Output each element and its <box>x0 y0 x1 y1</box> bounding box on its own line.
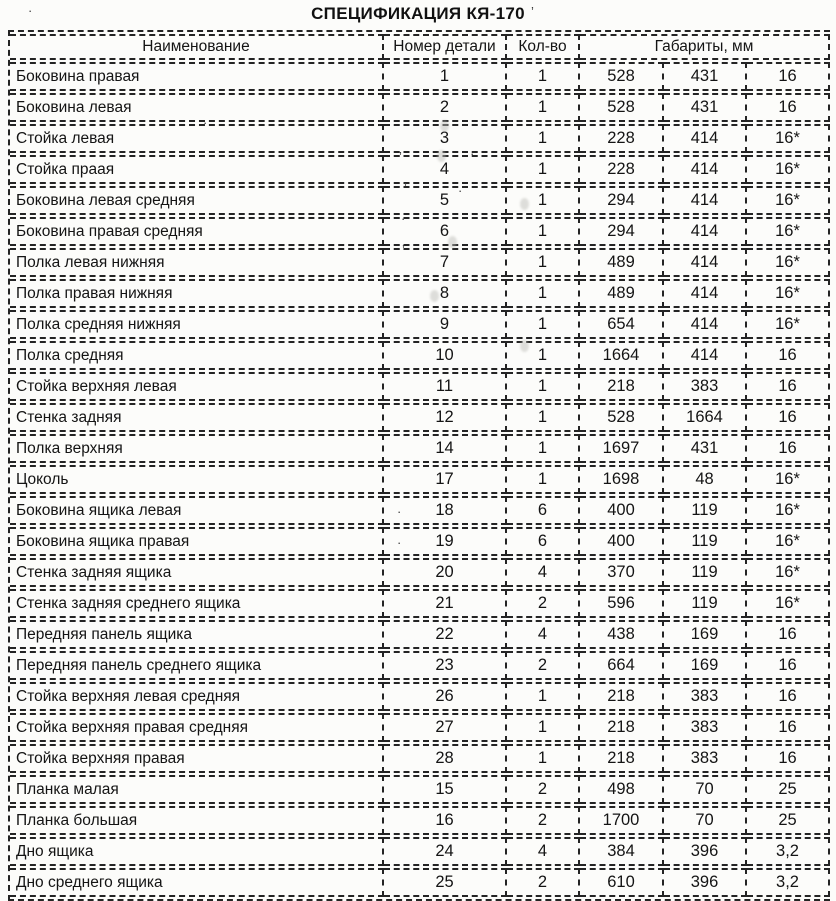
dimension-thickness-cell: 16 <box>747 403 830 432</box>
page-title: СПЕЦИФИКАЦИЯ КЯ-170 <box>311 4 525 23</box>
quantity-cell: 1 <box>507 217 580 246</box>
dimension-thickness-cell: 16* <box>747 310 830 339</box>
quantity-cell: 1 <box>507 279 580 308</box>
part-number-cell: 2 <box>384 93 507 122</box>
dimension-height-cell: 169 <box>664 620 747 649</box>
table-row <box>10 558 830 587</box>
part-name-cell: Дно ящика <box>10 837 384 866</box>
dimension-thickness-cell: 25 <box>747 775 830 804</box>
part-number-cell: 23 <box>384 651 507 680</box>
quantity-cell: 2 <box>507 806 580 835</box>
dimension-width-cell: 489 <box>580 279 664 308</box>
table-row <box>10 527 830 556</box>
scan-speck: ’ <box>404 180 407 195</box>
dimension-height-cell: 414 <box>664 124 747 153</box>
quantity-cell: 1 <box>507 124 580 153</box>
dimension-width-cell: 228 <box>580 124 664 153</box>
part-name-cell: Стойка верхняя левая <box>10 372 384 401</box>
dimension-width-cell: 528 <box>580 403 664 432</box>
quantity-cell: 2 <box>507 775 580 804</box>
dimension-width-cell: 400 <box>580 527 664 556</box>
quantity-cell: 1 <box>507 248 580 277</box>
table-row <box>10 62 830 91</box>
dimension-height-cell: 48 <box>664 465 747 494</box>
table-row <box>10 93 830 122</box>
dimension-height-cell: 414 <box>664 310 747 339</box>
dimension-thickness-cell: 16 <box>747 341 830 370</box>
scan-speck: · <box>397 504 402 519</box>
dimension-width-cell: 218 <box>580 372 664 401</box>
quantity-cell: 1 <box>507 310 580 339</box>
dimension-height-cell: 119 <box>664 527 747 556</box>
dimension-width-cell: 294 <box>580 186 664 215</box>
quantity-cell: 1 <box>507 713 580 742</box>
quantity-cell: 6 <box>507 496 580 525</box>
part-name-cell: Стойка верхняя правая <box>10 744 384 773</box>
dimension-height-cell: 169 <box>664 651 747 680</box>
dimension-height-cell: 70 <box>664 806 747 835</box>
part-name-cell: Боковина ящика правая <box>10 527 384 556</box>
part-name-cell: Стойка верхняя левая средняя <box>10 682 384 711</box>
dimension-height-cell: 414 <box>664 217 747 246</box>
part-number-cell: 12 <box>384 403 507 432</box>
dimension-height-cell: 70 <box>664 775 747 804</box>
quantity-cell: 1 <box>507 434 580 463</box>
column-header-dimensions: Габариты, мм <box>580 34 830 60</box>
dimension-thickness-cell: 16* <box>747 279 830 308</box>
part-name-cell: Стенка задняя <box>10 403 384 432</box>
part-name-cell: Стойка праая <box>10 155 384 184</box>
dimension-width-cell: 228 <box>580 155 664 184</box>
part-name-cell: Боковина ящика левая <box>10 496 384 525</box>
dimension-thickness-cell: 3,2 <box>747 837 830 866</box>
dimension-height-cell: 396 <box>664 837 747 866</box>
part-number-cell: 8 <box>384 279 507 308</box>
dimension-width-cell: 489 <box>580 248 664 277</box>
dimension-height-cell: 431 <box>664 62 747 91</box>
dimension-thickness-cell: 16* <box>747 589 830 618</box>
part-number-cell: 21 <box>384 589 507 618</box>
quantity-cell: 1 <box>507 186 580 215</box>
quantity-cell: 1 <box>507 155 580 184</box>
scan-speck: ’ <box>531 4 534 19</box>
part-number-cell: 3 <box>384 124 507 153</box>
table-row <box>10 341 830 370</box>
part-number-cell: 27 <box>384 713 507 742</box>
dimension-height-cell: 119 <box>664 558 747 587</box>
dimension-thickness-cell: 16* <box>747 496 830 525</box>
part-number-cell: 16 <box>384 806 507 835</box>
dimension-height-cell: 414 <box>664 341 747 370</box>
table-row <box>10 620 830 649</box>
quantity-cell: 1 <box>507 372 580 401</box>
dimension-width-cell: 384 <box>580 837 664 866</box>
part-name-cell: Планка большая <box>10 806 384 835</box>
scan-speck: ’ <box>399 149 402 164</box>
part-name-cell: Дно среднего ящика <box>10 868 384 897</box>
part-number-cell: 9 <box>384 310 507 339</box>
part-name-cell: Боковина правая <box>10 62 384 91</box>
quantity-cell: 2 <box>507 868 580 897</box>
table-row <box>10 372 830 401</box>
dimension-height-cell: 383 <box>664 713 747 742</box>
dimension-thickness-cell: 16 <box>747 62 830 91</box>
dimension-width-cell: 218 <box>580 682 664 711</box>
dimension-height-cell: 414 <box>664 186 747 215</box>
dimension-width-cell: 610 <box>580 868 664 897</box>
part-name-cell: Стенка задняя среднего ящика <box>10 589 384 618</box>
column-header-part-number: Номер детали <box>384 34 507 60</box>
part-name-cell: Боковина левая средняя <box>10 186 384 215</box>
part-name-cell: Передняя панель ящика <box>10 620 384 649</box>
scan-speck: · <box>458 183 463 198</box>
dimension-height-cell: 119 <box>664 496 747 525</box>
dimension-width-cell: 370 <box>580 558 664 587</box>
dimension-width-cell: 1664 <box>580 341 664 370</box>
dimension-width-cell: 294 <box>580 217 664 246</box>
quantity-cell: 6 <box>507 527 580 556</box>
dimension-width-cell: 596 <box>580 589 664 618</box>
part-number-cell: 22 <box>384 620 507 649</box>
scan-speck: · <box>203 115 208 130</box>
dimension-thickness-cell: 16* <box>747 527 830 556</box>
part-number-cell: 11 <box>384 372 507 401</box>
table-row <box>10 806 830 835</box>
table-row <box>10 713 830 742</box>
table-header-row <box>10 34 830 60</box>
part-number-cell: 18 <box>384 496 507 525</box>
part-number-cell: 4 <box>384 155 507 184</box>
part-name-cell: Полка средняя нижняя <box>10 310 384 339</box>
table-row <box>10 403 830 432</box>
part-number-cell: 7 <box>384 248 507 277</box>
dimension-thickness-cell: 16* <box>747 155 830 184</box>
part-number-cell: 17 <box>384 465 507 494</box>
dimension-thickness-cell: 3,2 <box>747 868 830 897</box>
part-number-cell: 26 <box>384 682 507 711</box>
table-row <box>10 682 830 711</box>
dimension-thickness-cell: 16 <box>747 713 830 742</box>
quantity-cell: 1 <box>507 682 580 711</box>
part-number-cell: 15 <box>384 775 507 804</box>
dimension-width-cell: 218 <box>580 744 664 773</box>
part-name-cell: Цоколь <box>10 465 384 494</box>
table-row <box>10 589 830 618</box>
part-name-cell: Передняя панель среднего ящика <box>10 651 384 680</box>
quantity-cell: 4 <box>507 837 580 866</box>
part-name-cell: Планка малая <box>10 775 384 804</box>
quantity-cell: 2 <box>507 589 580 618</box>
scan-speck: · <box>397 535 402 550</box>
table-row <box>10 310 830 339</box>
quantity-cell: 1 <box>507 465 580 494</box>
part-name-cell: Боковина левая <box>10 93 384 122</box>
dimension-thickness-cell: 16 <box>747 620 830 649</box>
dimension-width-cell: 1697 <box>580 434 664 463</box>
quantity-cell: 2 <box>507 651 580 680</box>
table-row <box>10 651 830 680</box>
part-number-cell: 5 <box>384 186 507 215</box>
dimension-height-cell: 119 <box>664 589 747 618</box>
dimension-thickness-cell: 16* <box>747 248 830 277</box>
dimension-width-cell: 1698 <box>580 465 664 494</box>
dimension-height-cell: 414 <box>664 155 747 184</box>
dimension-height-cell: 396 <box>664 868 747 897</box>
table-row <box>10 496 830 525</box>
dimension-height-cell: 1664 <box>664 403 747 432</box>
part-name-cell: Боковина правая средняя <box>10 217 384 246</box>
dimension-height-cell: 414 <box>664 279 747 308</box>
dimension-width-cell: 400 <box>580 496 664 525</box>
scan-speck: · <box>401 211 406 226</box>
table-row <box>10 868 830 897</box>
dimension-thickness-cell: 16 <box>747 744 830 773</box>
dimension-height-cell: 383 <box>664 682 747 711</box>
quantity-cell: 1 <box>507 93 580 122</box>
quantity-cell: 1 <box>507 403 580 432</box>
table-row <box>10 248 830 277</box>
part-name-cell: Полка средняя <box>10 341 384 370</box>
table-row <box>10 124 830 153</box>
scan-speck: ’ <box>402 242 405 257</box>
table-row <box>10 465 830 494</box>
dimension-height-cell: 431 <box>664 93 747 122</box>
table-row <box>10 279 830 308</box>
dimension-width-cell: 654 <box>580 310 664 339</box>
table-row <box>10 837 830 866</box>
table-row <box>10 186 830 215</box>
dimension-thickness-cell: 16 <box>747 682 830 711</box>
quantity-cell: 4 <box>507 558 580 587</box>
table-row <box>10 775 830 804</box>
part-name-cell: Стойка левая <box>10 124 384 153</box>
part-name-cell: Полка правая нижняя <box>10 279 384 308</box>
part-number-cell: 25 <box>384 868 507 897</box>
dimension-thickness-cell: 25 <box>747 806 830 835</box>
part-number-cell: 14 <box>384 434 507 463</box>
scan-speck: · <box>28 3 33 18</box>
part-name-cell: Полка левая нижняя <box>10 248 384 277</box>
part-number-cell: 10 <box>384 341 507 370</box>
table-body <box>10 62 830 897</box>
dimension-thickness-cell: 16* <box>747 465 830 494</box>
table-row <box>10 155 830 184</box>
dimension-width-cell: 218 <box>580 713 664 742</box>
part-number-cell: 6 <box>384 217 507 246</box>
dimension-thickness-cell: 16 <box>747 651 830 680</box>
part-name-cell: Стойка верхняя правая средняя <box>10 713 384 742</box>
dimension-thickness-cell: 16* <box>747 186 830 215</box>
part-name-cell: Стенка задняя ящика <box>10 558 384 587</box>
specification-table <box>8 30 830 901</box>
dimension-thickness-cell: 16 <box>747 372 830 401</box>
quantity-cell: 4 <box>507 620 580 649</box>
dimension-thickness-cell: 16 <box>747 434 830 463</box>
part-number-cell: 19 <box>384 527 507 556</box>
dimension-thickness-cell: 16 <box>747 93 830 122</box>
dimension-thickness-cell: 16* <box>747 558 830 587</box>
part-number-cell: 20 <box>384 558 507 587</box>
dimension-width-cell: 438 <box>580 620 664 649</box>
dimension-width-cell: 498 <box>580 775 664 804</box>
table-row <box>10 434 830 463</box>
part-number-cell: 1 <box>384 62 507 91</box>
dimension-height-cell: 383 <box>664 372 747 401</box>
dimension-thickness-cell: 16* <box>747 124 830 153</box>
dimension-height-cell: 431 <box>664 434 747 463</box>
quantity-cell: 1 <box>507 744 580 773</box>
part-name-cell: Полка верхняя <box>10 434 384 463</box>
quantity-cell: 1 <box>507 341 580 370</box>
part-number-cell: 24 <box>384 837 507 866</box>
quantity-cell: 1 <box>507 62 580 91</box>
table-row <box>10 217 830 246</box>
dimension-width-cell: 528 <box>580 62 664 91</box>
dimension-height-cell: 383 <box>664 744 747 773</box>
dimension-width-cell: 1700 <box>580 806 664 835</box>
dimension-thickness-cell: 16* <box>747 217 830 246</box>
dimension-width-cell: 664 <box>580 651 664 680</box>
column-header-quantity: Кол-во <box>507 34 580 60</box>
part-number-cell: 28 <box>384 744 507 773</box>
dimension-width-cell: 528 <box>580 93 664 122</box>
dimension-height-cell: 414 <box>664 248 747 277</box>
column-header-name: Наименование <box>10 34 384 60</box>
scan-speck: · <box>470 146 475 161</box>
table-row <box>10 744 830 773</box>
